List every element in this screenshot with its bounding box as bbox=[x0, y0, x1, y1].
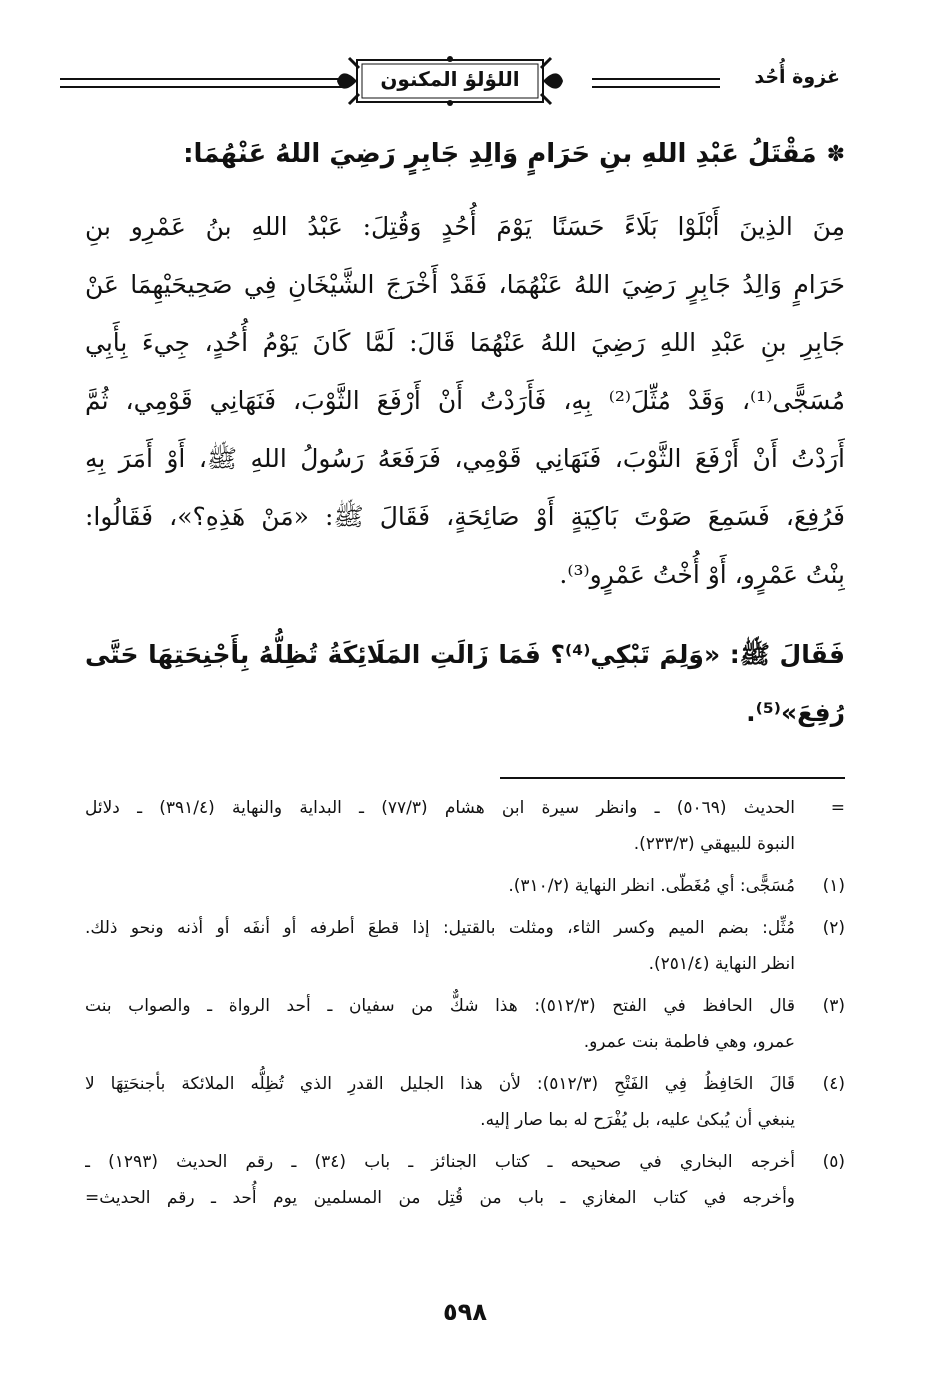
footnote-marker: (١) bbox=[822, 876, 845, 896]
footnote-line: ينبغي أن يُبكىٰ عليه، بل يُفْرَح له بما صار إليه. bbox=[480, 1110, 795, 1130]
footnotes bbox=[85, 790, 845, 1222]
paragraph-2 bbox=[85, 626, 845, 742]
section-heading bbox=[85, 130, 845, 178]
running-header bbox=[60, 48, 840, 118]
text-line: حَرَامٍ وَالِدُ جَابِرٍ رَضِيَ اللهُ عَنْهُمَا، فَقَدْ أَخْرَجَ الشَّيْخَانِ فِي صَحِيحَيْهِمَا عَنْ bbox=[85, 270, 845, 299]
footnote-marker: = bbox=[830, 798, 845, 818]
body-text bbox=[85, 198, 845, 742]
paragraph-1 bbox=[85, 198, 845, 604]
header-rule-right bbox=[592, 78, 720, 88]
text-line: مُسَجًّى⁽¹⁾، وَقَدْ مُثِّلَ⁽²⁾ بِهِ، فَأَرَدْتُ أَنْ أَرْفَعَ الثَّوْبَ، فَنَهَانِي قَوْمِي، ثُمَّ bbox=[85, 386, 845, 415]
text-line: فَرُفِعَ، فَسَمِعَ صَوْتَ بَاكِيَةٍ أَوْ صَائِحَةٍ، فَقَالَ ﷺ: «مَنْ هَذِهِ؟»، فَقَالُوا: bbox=[85, 502, 845, 531]
book-title-frame bbox=[335, 54, 565, 108]
footnote-line: قَالَ الحَافِظُ فِي الفَتْحِ (٥١٢/٣): لأن هذا الجليل القدرِ الذي تُظِلُّه الملائكة بأجنحَتِهَا لا bbox=[85, 1074, 795, 1094]
footnote-line: الحديث (٥٠٦٩) ـ وانظر سيرة ابن هشام (٧٧/٣) ـ البداية والنهاية (٣٩١/٤) ـ دلائل bbox=[85, 798, 795, 818]
footnote-line: عمرو، وهي فاطمة بنت عمرو. bbox=[583, 1032, 795, 1052]
footnote-marker: (٤) bbox=[822, 1074, 845, 1094]
page-number: ٥٩٨ bbox=[443, 1298, 487, 1326]
text-line: رُفِعَ»⁽⁵⁾. bbox=[746, 698, 845, 727]
book-title: اللؤلؤ المكنون bbox=[380, 67, 520, 91]
footnote-line: انظر النهاية (٢٥١/٤). bbox=[648, 954, 795, 974]
footnote bbox=[85, 868, 845, 904]
footnote-line: قال الحافظ في الفتح (٥١٢/٣): هذا شكٌّ من سفيان ـ أحد الرواة ـ والصواب بنت bbox=[85, 996, 795, 1016]
footnote bbox=[85, 1066, 845, 1138]
footnote-marker: (٣) bbox=[822, 996, 845, 1016]
footnote-line: مُسَجًّى: أي مُغَطّى. انظر النهاية (٣١٠/٢). bbox=[508, 876, 795, 896]
text-line: بِنْتُ عَمْرٍو، أَوْ أُخْتُ عَمْرٍو⁽³⁾. bbox=[559, 560, 845, 589]
footnote bbox=[85, 910, 845, 982]
footnote-marker: (٥) bbox=[822, 1152, 845, 1172]
footnote-line: مُثِّل: بضم الميم وكسر الثاء، ومثلت بالقتيل: إذا قطعَ أطرفه أو أنفَه أو أذنه ونحو ذلك. bbox=[85, 918, 795, 938]
footnote-separator bbox=[500, 777, 845, 779]
text-line: جَابِرِ بنِ عَبْدِ اللهِ رَضِيَ اللهُ عَنْهُمَا قَالَ: لَمَّا كَانَ يَوْمُ أُحُدٍ، جِيءَ بِأَبِي bbox=[85, 328, 845, 357]
header-rule-left bbox=[60, 78, 342, 88]
footnote-line: النبوة للبيهقي (٢٣٣/٣). bbox=[633, 834, 795, 854]
footnote bbox=[85, 790, 845, 862]
text-line: فَقَالَ ﷺ: «وَلِمَ تَبْكِي⁽⁴⁾؟ فَمَا زَالَتِ المَلَائِكَةُ تُظِلُّهُ بِأَجْنِحَتِهَا حَتَّى bbox=[85, 640, 845, 669]
footnote-line: أخرجه البخاري في صحيحه ـ كتاب الجنائز ـ باب (٣٤) ـ رقم الحديث (١٢٩٣) ـ bbox=[85, 1152, 795, 1172]
chapter-title: غزوة أُحُد bbox=[754, 66, 840, 88]
section-heading-text: مَقْتَلُ عَبْدِ اللهِ بنِ حَرَامٍ وَالِدِ جَابِرٍ رَضِيَ اللهُ عَنْهُمَا: bbox=[183, 139, 817, 169]
footnote-marker: (٢) bbox=[822, 918, 845, 938]
text-line: أَرَدْتُ أَنْ أَرْفَعَ الثَّوْبَ، فَنَهَانِي قَوْمِي، فَرَفَعَهُ رَسُولُ اللهِ ﷺ، أَوْ أَمَرَ بِهِ bbox=[85, 444, 845, 473]
footnote bbox=[85, 1144, 845, 1216]
flower-ornament-icon: ✽ bbox=[826, 141, 845, 167]
text-line: مِنَ الذِينَ أَبْلَوْا بَلَاءً حَسَنًا يَوْمَ أُحُدٍ وَقُتِلَ: عَبْدُ اللهِ بنُ عَمْرِو بنِ bbox=[85, 212, 845, 241]
footnote bbox=[85, 988, 845, 1060]
footnote-line: وأخرجه في كتاب المغازي ـ باب من قُتِل من المسلمين يوم أُحد ـ رقم الحديث= bbox=[85, 1188, 795, 1208]
